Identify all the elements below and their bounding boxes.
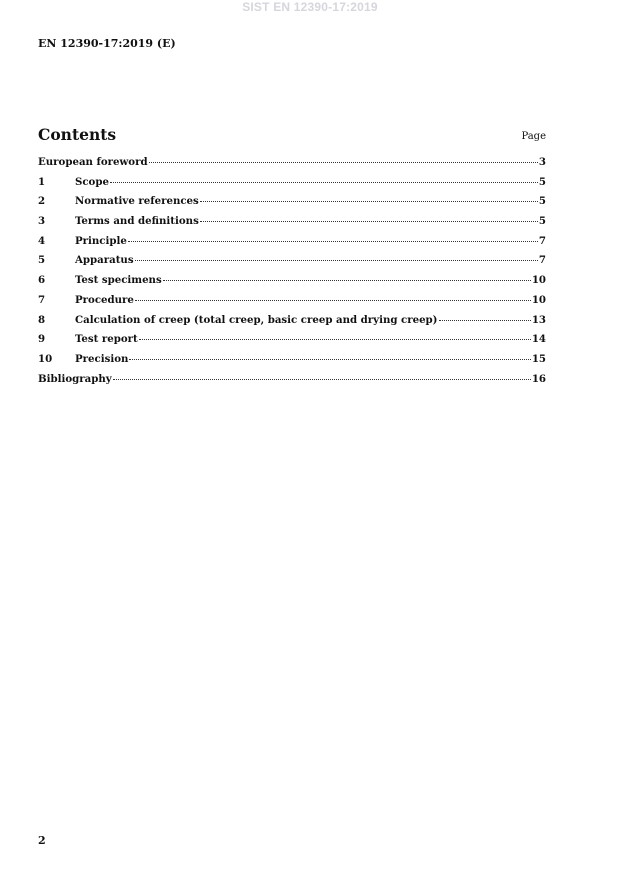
- contents-header: [38, 124, 546, 144]
- toc-entry-number: 5: [38, 254, 46, 267]
- dot-leader: [200, 201, 538, 202]
- toc-entry-title: Procedure: [75, 293, 134, 306]
- toc-entry[interactable]: [38, 176, 546, 196]
- toc-entry-page: 5: [538, 195, 546, 208]
- toc-entry-page: 7: [538, 254, 546, 267]
- toc-entry-title: Precision: [75, 352, 129, 365]
- dot-leader: [163, 280, 531, 281]
- dot-leader: [128, 241, 538, 242]
- toc-entry[interactable]: [38, 294, 546, 314]
- toc-entry[interactable]: [38, 314, 546, 334]
- toc-entry[interactable]: [38, 353, 546, 373]
- toc-entry-page: 3: [538, 156, 546, 168]
- toc-entry-number: 3: [38, 215, 46, 228]
- dot-leader: [149, 162, 538, 163]
- dot-leader: [139, 339, 531, 340]
- toc-entry-number: 7: [38, 293, 46, 306]
- toc-entry-page: 13: [531, 313, 546, 326]
- toc-entry[interactable]: [38, 156, 546, 176]
- toc-entry-title: Calculation of creep (total creep, basic creep and drying creep): [75, 313, 438, 326]
- toc-entry-number: 6: [38, 274, 46, 287]
- dot-leader: [135, 300, 531, 301]
- toc-entry-title: Principle: [75, 234, 127, 247]
- toc-entry-number: 2: [38, 195, 46, 208]
- toc-entry-number: 10: [38, 352, 53, 365]
- toc-entry-title: European foreword: [38, 156, 148, 168]
- toc-entry[interactable]: [38, 215, 546, 235]
- toc-entry[interactable]: [38, 254, 546, 274]
- document-reference: EN 12390-17:2019 (E): [38, 37, 176, 50]
- toc-entry-number: 8: [38, 313, 46, 326]
- toc-entry-title: Test report: [75, 333, 138, 346]
- toc-entry-page: 14: [531, 333, 546, 346]
- toc-entry-title: Normative references: [75, 195, 199, 208]
- dot-leader: [110, 182, 538, 183]
- toc-entry[interactable]: [38, 373, 546, 393]
- toc-entry[interactable]: [38, 333, 546, 353]
- dot-leader: [135, 260, 538, 261]
- page-column-label: Page: [521, 131, 546, 142]
- toc-entry[interactable]: [38, 274, 546, 294]
- toc-entry-title: Apparatus: [75, 254, 134, 267]
- toc-entry-number: 4: [38, 234, 46, 247]
- toc-entry-page: 7: [538, 234, 546, 247]
- toc-entry-page: 5: [538, 215, 546, 228]
- toc-entry-number: 1: [38, 175, 46, 188]
- dot-leader: [439, 320, 531, 321]
- toc-entry-title: Scope: [75, 175, 109, 188]
- toc-entry-title: Terms and definitions: [75, 215, 199, 228]
- page-number: 2: [38, 834, 46, 847]
- toc-entry[interactable]: [38, 235, 546, 255]
- toc-entry-page: 10: [531, 274, 546, 287]
- toc-entry-page: 16: [531, 372, 546, 385]
- contents-title: Contents: [38, 125, 117, 144]
- toc-entry-number: 9: [38, 333, 46, 346]
- dot-leader: [113, 379, 531, 380]
- dot-leader: [129, 359, 530, 360]
- toc-entry-title: Test specimens: [75, 274, 162, 287]
- toc-entry-title: Bibliography: [38, 372, 112, 385]
- toc-entry-page: 10: [531, 293, 546, 306]
- toc-entry[interactable]: [38, 195, 546, 215]
- table-of-contents: [38, 156, 546, 392]
- dot-leader: [200, 221, 538, 222]
- toc-entry-page: 15: [531, 352, 546, 365]
- watermark: SIST EN 12390-17:2019: [242, 0, 378, 14]
- toc-entry-page: 5: [538, 175, 546, 188]
